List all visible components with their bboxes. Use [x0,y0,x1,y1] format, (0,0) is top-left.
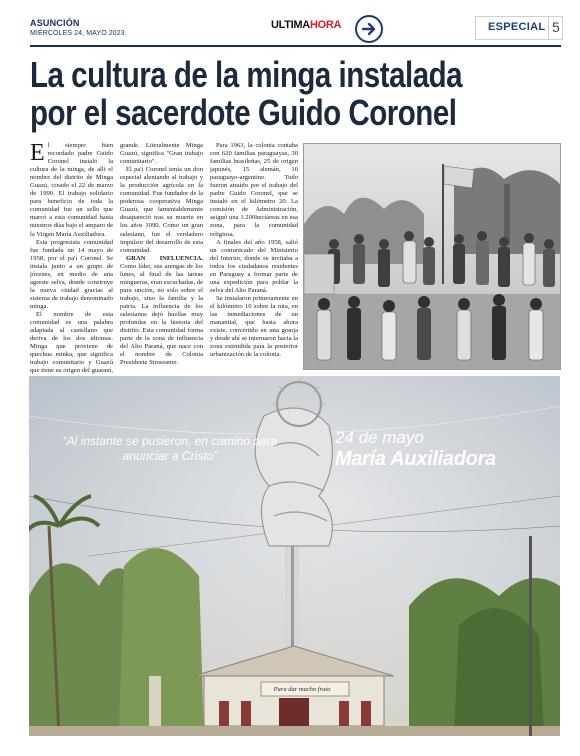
feature-name-title: María Auxiliadora [335,448,496,470]
headline-line2: por el sacerdote Guido Coronel [30,92,457,133]
logo-part2: HORA [309,19,342,31]
page-number: 5 [552,19,560,35]
article-column-2 [120,142,203,367]
col1-p1-text: l siempre bien recordado padre Guido Coronel instaló la cultura de la minga, de allí el nombre del distrito de Minga Guazú, creado el 22 de marzo de 1990. El trabajo solidario para beneficio de toda la comunidad fue un sello que marcó a esta comunidad hasta nuestros días bajo el amparo de la Virgen María Auxiliadora. [30,142,113,238]
article-column-3 [210,142,298,359]
col2-paragraph-2: El pa'í Coronel tenía un don especial alentando al trabajo y la producción agrícola en la comunidad. Fue fundador de la poderosa cooperativa Minga Guazú, que lamentablemente desapareció tras su muerte en los años 1990. Como un gran salesiano, fue el verdadero impulsor del desarrollo de esta comunidad. [120,166,203,254]
col1-paragraph-1 [30,142,113,239]
header-date: MIÉRCOLES 24, MAYO 2023 [30,30,125,37]
headline [30,56,563,132]
headline-line1: La cultura de la minga instalada [30,54,463,95]
page-header [30,16,561,48]
historic-photo-svg [304,144,560,369]
article-column-1 [30,142,113,383]
section-box [475,16,563,40]
col3-paragraph-2: A finales del año 1958, salió un comunicado del Ministerio del Interior, donde se invitaba a todos los ciudadanos residentes en Paraguay a formar parte de una expedición para poblar la selva del Alto Paraná. [210,238,298,294]
historic-photo [303,143,561,370]
col1-paragraph-3: El nombre de esta comunidad es una palabra adaptada al castellano que deriva de los dos idiomas. Minga que proviene de quechua minka, que significa trabajo comunitario y Guazú que tiene su origen del guaraní, [30,310,113,375]
feature-quote: “Al instante se pusieron, en camino para anunciar a Cristo” [62,434,278,463]
chapel-sign: Para dar mucho fruto [273,686,331,693]
col2-paragraph-1: grande. Literalmente Minga Guazú, significa "Gran trabajo comunitario". [120,142,203,166]
col3-paragraph-1: Para 1963, la colonia contaba con 620 familias paraguayas, 30 familias brasileñas, 25 de origen japonés, 15 alemán, 10 paraguayo-argentino. Todo fueron atraído por el trabajo del padre Guido Coronel, que se instaló en el kilómetro 20. La comisión de Administración, asignó una 1.200hectáreas en esa zona, para la comunidad religiosa. [210,142,298,238]
subhead-gran-influencia: GRAN INFLUENCIA. [126,254,203,262]
section-label: ESPECIAL [488,21,546,33]
section-divider [548,17,549,39]
newspaper-logo[interactable] [271,19,341,31]
arrow-right-icon[interactable] [355,15,383,43]
dropcap: E [30,140,45,166]
col2-p3-text: Como líder, sus arengas de los lunes, al final de las tareas mingueras, eran escuchadas, de pura unción, no solo sobre el trabajo, sino la familia y la patria. La influencia de los salesianos dejó huellas muy profundas en la historia del distrito. Esta comunidad forma parte de la zona de influencia del Alto Paraná, que nace con el nombre de Colonia Presidente Stroessner. [120,262,203,367]
col1-paragraph-2: Esta progresista comunidad fue fundada un 14 mayo de 1958, por el pa'í Coronel. Se instala junto a un grupo de jóvenes, en medio de una agreste selva, donde construye la nueva ciudad gracias al sistema de trabajo denominado minga. [30,238,113,310]
col3-paragraph-3: Se instalaron primeramente en el kilómetro 10 sobre la ruta, en las inmediaciones de un manantial, que hasta ahora existe, convertido en una granja y desde ahí se internaron hacia la zona extendida para la posterior urbanización de la colonia. [210,294,298,359]
monument-photo [29,376,560,736]
feature-date-title: 24 de mayo [335,428,424,447]
header-rule [30,45,561,47]
header-city: ASUNCIÓN [30,18,80,28]
monument-photo-svg [29,376,560,736]
col2-paragraph-3 [120,255,203,368]
logo-part1: ULTIMA [271,19,310,31]
arrow-right-icon-svg [357,17,381,41]
